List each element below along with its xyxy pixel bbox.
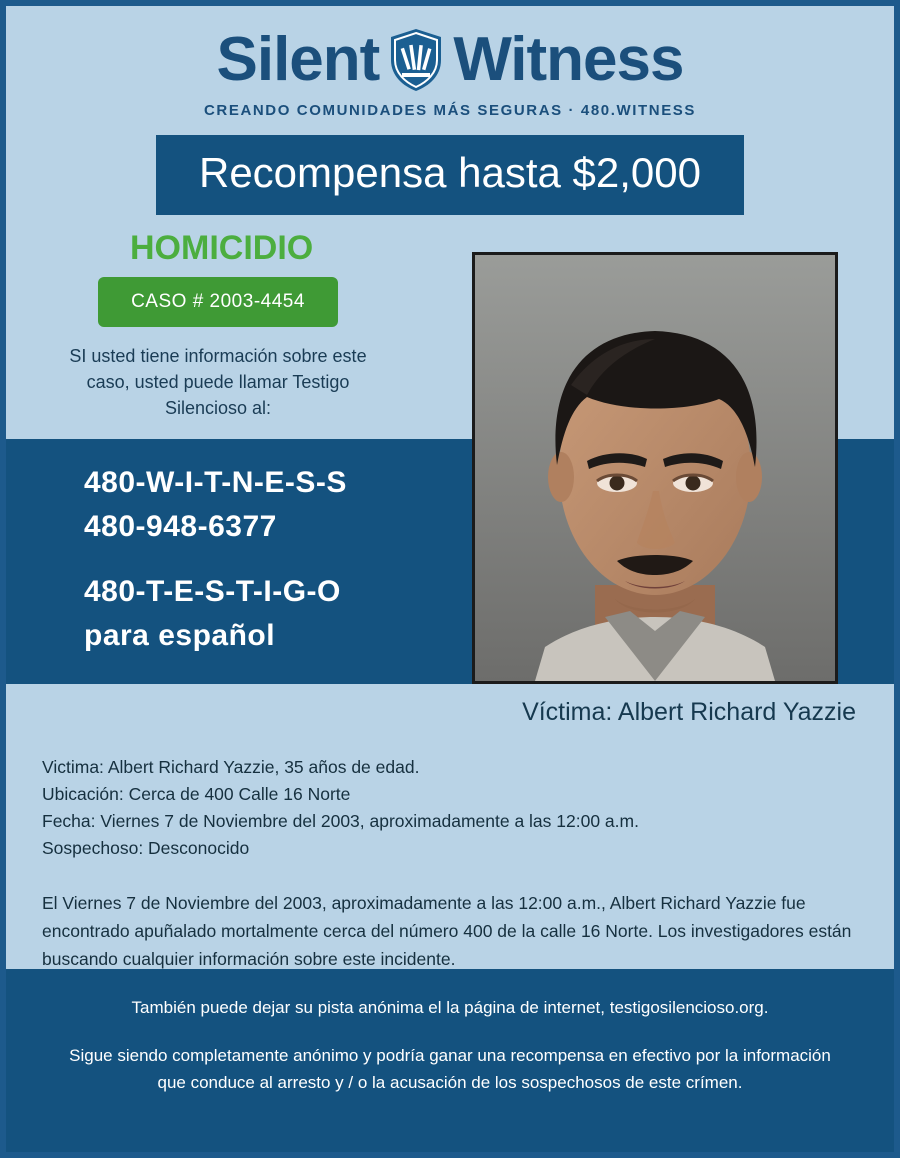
footer-tip-online[interactable]: También puede dejar su pista anónima el la página de internet, testigosilencioso.org. (131, 998, 769, 1017)
brand-logo (6, 25, 894, 94)
phone-line-1[interactable]: 480-W-I-T-N-E-S-S (84, 466, 347, 499)
poster-footer (6, 969, 894, 1152)
detail-date: Fecha: Viernes 7 de Noviembre del 2003, aproximadamente a las 12:00 a.m. (42, 811, 639, 832)
victim-photo-caption: Víctima: Albert Richard Yazzie (522, 698, 856, 726)
phone-numbers (84, 461, 347, 657)
brand-word-left: Silent (216, 25, 380, 94)
brand-tagline: CREANDO COMUNIDADES MÁS SEGURAS · 480.WITNESS (203, 102, 697, 119)
case-number-badge: CASO # 2003-4454 (98, 277, 338, 327)
reward-banner: Recompensa hasta $2,000 (156, 135, 744, 215)
victim-photo (472, 252, 838, 684)
detail-suspect: Sospechoso: Desconocido (42, 838, 250, 859)
detail-narrative: El Viernes 7 de Noviembre del 2003, aproximadamente a las 12:00 a.m., Albert Richard Yazzie fue encontrado apuñalado mortalmente cerca del número 400 de la calle 16 Norte. Los investigadores están buscando cualquier información sobre este incidente. (42, 892, 852, 969)
detail-location: Ubicación: Cerca de 400 Calle 16 Norte (42, 784, 351, 805)
detail-victim: Victima: Albert Richard Yazzie, 35 años de edad. (42, 757, 420, 777)
crime-type-label: HOMICIDIO (130, 229, 314, 267)
phone-line-3[interactable]: 480-T-E-S-T-I-G-O (84, 575, 341, 608)
brand-word-right: Witness (453, 25, 684, 94)
case-details (42, 754, 862, 973)
footer-anonymous-note: Sigue siendo completamente anónimo y podría ganar una recompensa en efectivo por la información que conduce al arresto y / o la acusación de los sospechosos de este crímen. (69, 1046, 831, 1092)
poster-header (6, 6, 894, 119)
phone-line-4: para español (84, 618, 276, 652)
phone-line-2[interactable]: 480-948-6377 (84, 509, 277, 543)
phone-spacer (84, 548, 347, 570)
call-prompt-text: SI usted tiene información sobre este caso, usted puede llamar Testigo Silencioso al: (69, 346, 367, 419)
shield-icon (389, 28, 443, 92)
